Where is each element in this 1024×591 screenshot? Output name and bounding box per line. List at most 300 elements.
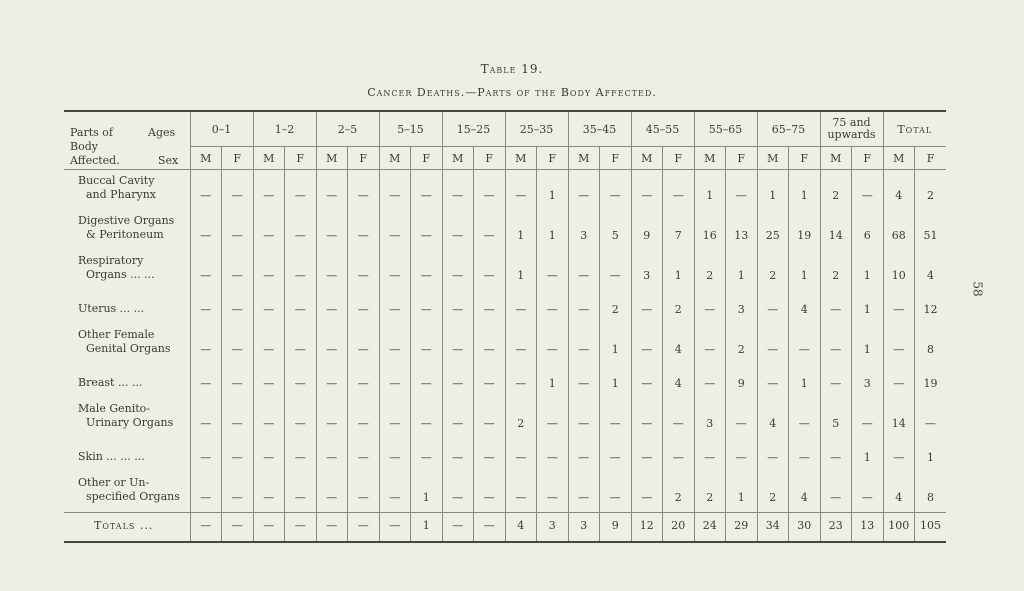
totals-cell: 30	[789, 513, 821, 543]
table-cell: 3	[694, 398, 726, 438]
table-cell: —	[568, 472, 600, 513]
table-cell: 1	[537, 170, 569, 211]
age-group-header: 5–15	[379, 111, 442, 147]
table-cell: 1	[537, 364, 569, 398]
table-cell: —	[568, 324, 600, 364]
table-cell: 2	[694, 250, 726, 290]
table-cell: —	[631, 364, 663, 398]
totals-cell: 100	[883, 513, 915, 543]
table-cell: —	[316, 364, 348, 398]
table-cell: 5	[820, 398, 852, 438]
table-cell: —	[442, 170, 474, 211]
table-cell: —	[474, 364, 506, 398]
totals-row	[64, 513, 946, 543]
sex-header-f: F	[663, 147, 695, 170]
sex-header-m: M	[190, 147, 222, 170]
table-cell: —	[411, 364, 443, 398]
totals-cell: —	[442, 513, 474, 543]
table-cell: 5	[600, 210, 632, 250]
sex-header-m: M	[442, 147, 474, 170]
row-label-line2: and Pharynx	[86, 188, 156, 201]
table-cell: —	[285, 290, 317, 324]
table-cell: 3	[726, 290, 758, 324]
table-cell: —	[505, 472, 537, 513]
table-cell: —	[694, 364, 726, 398]
totals-cell: —	[222, 513, 254, 543]
table-cell: 9	[631, 210, 663, 250]
row-label-line1: Other Female	[78, 328, 155, 341]
sex-header-f: F	[222, 147, 254, 170]
table-cell: —	[474, 170, 506, 211]
table-cell: —	[285, 364, 317, 398]
table-cell: —	[348, 438, 380, 472]
table-cell: —	[631, 438, 663, 472]
table-cell: 1	[789, 364, 821, 398]
table-row	[64, 170, 946, 211]
table-cell: —	[316, 290, 348, 324]
table-cell: 68	[883, 210, 915, 250]
table-cell: 2	[505, 398, 537, 438]
table-row	[64, 364, 946, 398]
table-cell: —	[883, 324, 915, 364]
table-cell: —	[789, 438, 821, 472]
table-cell: 1	[505, 210, 537, 250]
table-cell: —	[411, 290, 443, 324]
table-cell: —	[316, 398, 348, 438]
table-cell: —	[505, 290, 537, 324]
table-cell: 4	[789, 290, 821, 324]
totals-cell: 105	[915, 513, 947, 543]
sex-header-f: F	[852, 147, 884, 170]
table-cell: —	[505, 324, 537, 364]
sex-header-f: F	[474, 147, 506, 170]
age-group-header: 1–2	[253, 111, 316, 147]
sex-header-m: M	[379, 147, 411, 170]
row-label-line1: Uterus ... ...	[78, 302, 145, 315]
table-cell: —	[474, 290, 506, 324]
table-cell: 2	[820, 170, 852, 211]
table-row	[64, 438, 946, 472]
table-cell: 14	[820, 210, 852, 250]
table-cell: —	[222, 472, 254, 513]
table-cell: 51	[915, 210, 947, 250]
row-label	[64, 364, 190, 398]
table-cell: —	[789, 398, 821, 438]
row-label	[64, 438, 190, 472]
totals-cell: 13	[852, 513, 884, 543]
table-cell: 8	[915, 324, 947, 364]
table-cell: —	[537, 438, 569, 472]
table-cell: —	[285, 472, 317, 513]
table-cell: —	[474, 324, 506, 364]
table-cell: 4	[663, 364, 695, 398]
totals-cell: —	[348, 513, 380, 543]
table-cell: —	[537, 398, 569, 438]
table-cell: —	[348, 398, 380, 438]
table-cell: —	[442, 438, 474, 472]
table-cell: —	[190, 364, 222, 398]
row-label-line2: Urinary Organs	[86, 416, 174, 429]
sex-header-f: F	[726, 147, 758, 170]
table-cell: 2	[663, 290, 695, 324]
table-cell: —	[915, 398, 947, 438]
table-subtitle: Cancer Deaths.—Parts of the Body Affected.	[367, 86, 657, 99]
table-cell: —	[537, 250, 569, 290]
table-cell: —	[222, 210, 254, 250]
table-cell: 1	[505, 250, 537, 290]
row-label-line1: Respiratory	[78, 254, 144, 267]
table-cell: 1	[789, 250, 821, 290]
age-group-header: 75 and upwards	[820, 111, 883, 147]
totals-cell: 20	[663, 513, 695, 543]
table-cell: —	[852, 472, 884, 513]
row-label	[64, 210, 190, 250]
table-cell: —	[348, 364, 380, 398]
table-cell: 1	[537, 210, 569, 250]
table-cell: 4	[883, 472, 915, 513]
sex-header-m: M	[505, 147, 537, 170]
totals-cell: —	[474, 513, 506, 543]
totals-cell: —	[285, 513, 317, 543]
row-label	[64, 290, 190, 324]
table-cell: —	[789, 324, 821, 364]
table-cell: —	[663, 170, 695, 211]
table-cell: —	[883, 364, 915, 398]
table-cell: —	[663, 398, 695, 438]
table-cell: —	[190, 290, 222, 324]
table-cell: 1	[852, 438, 884, 472]
age-group-header: 55–65	[694, 111, 757, 147]
table-cell: —	[411, 210, 443, 250]
age-group-header: 2–5	[316, 111, 379, 147]
table-cell: —	[190, 398, 222, 438]
table-title: Table 19.	[480, 62, 544, 76]
table-cell: 2	[757, 472, 789, 513]
table-cell: —	[316, 210, 348, 250]
table-cell: 1	[757, 170, 789, 211]
table-cell: 1	[726, 250, 758, 290]
table-cell: —	[316, 250, 348, 290]
row-label	[64, 250, 190, 290]
table-cell: —	[285, 170, 317, 211]
table-cell: 14	[883, 398, 915, 438]
table-cell: —	[568, 290, 600, 324]
table-cell: —	[694, 290, 726, 324]
row-label-line1: Buccal Cavity	[78, 174, 155, 187]
table-cell: —	[442, 290, 474, 324]
sex-header-m: M	[316, 147, 348, 170]
table-cell: —	[631, 170, 663, 211]
corner-header	[64, 111, 190, 170]
table-row	[64, 324, 946, 364]
table-cell: —	[348, 170, 380, 211]
table-cell: —	[253, 438, 285, 472]
table-cell: 1	[852, 324, 884, 364]
header-ages: Ages	[148, 126, 176, 139]
table-cell: 19	[789, 210, 821, 250]
table-cell: —	[474, 472, 506, 513]
table-cell: —	[631, 290, 663, 324]
totals-cell: 12	[631, 513, 663, 543]
cancer-deaths-table	[64, 110, 946, 543]
table-cell: 13	[726, 210, 758, 250]
table-cell: —	[285, 250, 317, 290]
table-cell: —	[316, 324, 348, 364]
sex-header-m: M	[631, 147, 663, 170]
table-cell: 2	[757, 250, 789, 290]
table-cell: 4	[663, 324, 695, 364]
totals-cell: 3	[537, 513, 569, 543]
sex-header-m: M	[253, 147, 285, 170]
table-cell: —	[537, 290, 569, 324]
table-cell: 4	[757, 398, 789, 438]
table-cell: —	[505, 170, 537, 211]
table-cell: —	[379, 290, 411, 324]
table-cell: —	[411, 170, 443, 211]
sex-header-m: M	[883, 147, 915, 170]
sex-header-f: F	[600, 147, 632, 170]
sex-header-m: M	[757, 147, 789, 170]
table-cell: —	[222, 250, 254, 290]
table-cell: —	[253, 250, 285, 290]
age-group-header: 45–55	[631, 111, 694, 147]
sex-header-f: F	[537, 147, 569, 170]
table-cell: —	[663, 438, 695, 472]
totals-label: Totals ...	[64, 513, 190, 543]
table-cell: —	[883, 290, 915, 324]
row-label	[64, 170, 190, 211]
table-cell: —	[442, 324, 474, 364]
table-cell: —	[820, 472, 852, 513]
table-cell: —	[757, 290, 789, 324]
row-label-line2: Genital Organs	[86, 342, 171, 355]
table-cell: —	[411, 250, 443, 290]
table-cell: —	[726, 398, 758, 438]
table-cell: —	[442, 250, 474, 290]
table-cell: —	[253, 290, 285, 324]
row-label-line2: specified Organs	[86, 490, 180, 503]
sex-header-f: F	[915, 147, 947, 170]
table-cell: —	[379, 210, 411, 250]
table-cell: —	[852, 170, 884, 211]
table-cell: 9	[726, 364, 758, 398]
total-header: Total	[883, 111, 946, 147]
sex-header-m: M	[568, 147, 600, 170]
table-cell: —	[568, 250, 600, 290]
table-cell: —	[379, 398, 411, 438]
row-label-line1: Digestive Organs	[78, 214, 175, 227]
table-cell: —	[600, 170, 632, 211]
table-cell: 1	[726, 472, 758, 513]
table-cell: —	[190, 438, 222, 472]
table-cell: —	[253, 472, 285, 513]
table-cell: —	[537, 324, 569, 364]
row-label	[64, 398, 190, 438]
page-number: 58	[970, 281, 985, 297]
totals-cell: 1	[411, 513, 443, 543]
sex-header-f: F	[411, 147, 443, 170]
row-label-line2: Organs ... ...	[86, 268, 155, 281]
table-cell: —	[222, 170, 254, 211]
age-group-header: 0–1	[190, 111, 253, 147]
table-cell: —	[600, 398, 632, 438]
table-cell: —	[253, 170, 285, 211]
table-cell: 3	[568, 210, 600, 250]
table-cell: —	[253, 324, 285, 364]
table-cell: —	[474, 250, 506, 290]
table-cell: 25	[757, 210, 789, 250]
table-cell: —	[442, 398, 474, 438]
table-cell: —	[222, 438, 254, 472]
table-cell: —	[348, 324, 380, 364]
sex-header-f: F	[348, 147, 380, 170]
table-cell: 1	[852, 290, 884, 324]
table-cell: —	[379, 364, 411, 398]
age-group-header: 65–75	[757, 111, 820, 147]
totals-cell: —	[316, 513, 348, 543]
table-cell: —	[726, 438, 758, 472]
table-cell: 10	[883, 250, 915, 290]
table-cell: —	[568, 170, 600, 211]
table-cell: 8	[915, 472, 947, 513]
table-cell: —	[631, 398, 663, 438]
header-affected: Affected.	[70, 154, 120, 167]
totals-cell: 4	[505, 513, 537, 543]
table-cell: —	[411, 324, 443, 364]
table-cell: —	[474, 398, 506, 438]
table-cell: —	[222, 364, 254, 398]
table-cell: —	[316, 472, 348, 513]
table-cell: —	[694, 324, 726, 364]
table-cell: —	[820, 438, 852, 472]
row-label-line1: Breast ... ...	[78, 376, 143, 389]
table-cell: —	[348, 250, 380, 290]
table-cell: —	[190, 170, 222, 211]
table-cell: —	[442, 210, 474, 250]
row-label-line1: Male Genito-	[78, 402, 151, 415]
table-cell: —	[474, 438, 506, 472]
totals-cell: 23	[820, 513, 852, 543]
table-cell: —	[379, 324, 411, 364]
table-cell: —	[568, 438, 600, 472]
table-cell: —	[379, 170, 411, 211]
table-cell: 1	[852, 250, 884, 290]
table-cell: —	[285, 210, 317, 250]
table-cell: —	[757, 324, 789, 364]
age-group-header: 35–45	[568, 111, 631, 147]
table-cell: —	[442, 364, 474, 398]
table-cell: 4	[883, 170, 915, 211]
table-cell: 7	[663, 210, 695, 250]
table-cell: —	[253, 398, 285, 438]
table-cell: —	[474, 210, 506, 250]
table-cell: 3	[852, 364, 884, 398]
table-cell: —	[852, 398, 884, 438]
table-cell: —	[537, 472, 569, 513]
table-cell: —	[285, 324, 317, 364]
table-cell: 12	[915, 290, 947, 324]
table-cell: —	[505, 438, 537, 472]
table-cell: —	[348, 210, 380, 250]
table-cell: —	[379, 438, 411, 472]
table-row	[64, 210, 946, 250]
table-cell: —	[568, 398, 600, 438]
table-cell: 1	[663, 250, 695, 290]
table-cell: —	[285, 438, 317, 472]
table-cell: 1	[789, 170, 821, 211]
table-cell: —	[820, 364, 852, 398]
totals-cell: 24	[694, 513, 726, 543]
sex-header-m: M	[820, 147, 852, 170]
totals-cell: —	[190, 513, 222, 543]
row-label-line1: Other or Un-	[78, 476, 150, 489]
table-cell: —	[379, 250, 411, 290]
table-cell: 1	[694, 170, 726, 211]
table-cell: —	[631, 324, 663, 364]
table-cell: —	[694, 438, 726, 472]
table-cell: 4	[789, 472, 821, 513]
row-label-line2: & Peritoneum	[86, 228, 164, 241]
table-cell: —	[726, 170, 758, 211]
table-cell: 2	[915, 170, 947, 211]
table-cell: —	[316, 170, 348, 211]
table-cell: 1	[600, 324, 632, 364]
row-label-line1: Skin ... ... ...	[78, 450, 145, 463]
sex-header-m: M	[694, 147, 726, 170]
table-cell: —	[411, 398, 443, 438]
table-cell: —	[190, 324, 222, 364]
table-row	[64, 398, 946, 438]
table-cell: —	[190, 472, 222, 513]
table-row	[64, 290, 946, 324]
table-cell: —	[600, 250, 632, 290]
table-cell: —	[757, 438, 789, 472]
table-cell: —	[222, 398, 254, 438]
table-cell: —	[253, 210, 285, 250]
table-cell: —	[505, 364, 537, 398]
totals-cell: 29	[726, 513, 758, 543]
header-sex: Sex	[158, 154, 179, 167]
table-cell: —	[348, 290, 380, 324]
header-body: Body	[70, 140, 98, 153]
table-cell: —	[222, 290, 254, 324]
table-cell: —	[820, 324, 852, 364]
table-cell: —	[757, 364, 789, 398]
sex-header-f: F	[789, 147, 821, 170]
table-cell: 19	[915, 364, 947, 398]
table-cell: —	[285, 398, 317, 438]
table-cell: —	[442, 472, 474, 513]
table-cell: —	[568, 364, 600, 398]
table-cell: 2	[663, 472, 695, 513]
table-cell: —	[820, 290, 852, 324]
table-cell: 6	[852, 210, 884, 250]
table-cell: —	[190, 250, 222, 290]
table-cell: —	[600, 472, 632, 513]
table-row	[64, 250, 946, 290]
table-row	[64, 472, 946, 513]
age-group-header: 25–35	[505, 111, 568, 147]
table-cell: —	[253, 364, 285, 398]
table-cell: —	[222, 324, 254, 364]
table-cell: 1	[600, 364, 632, 398]
table-cell: —	[600, 438, 632, 472]
totals-cell: 34	[757, 513, 789, 543]
table-cell: 2	[694, 472, 726, 513]
totals-cell: —	[253, 513, 285, 543]
sex-header-f: F	[285, 147, 317, 170]
table-cell: —	[883, 438, 915, 472]
